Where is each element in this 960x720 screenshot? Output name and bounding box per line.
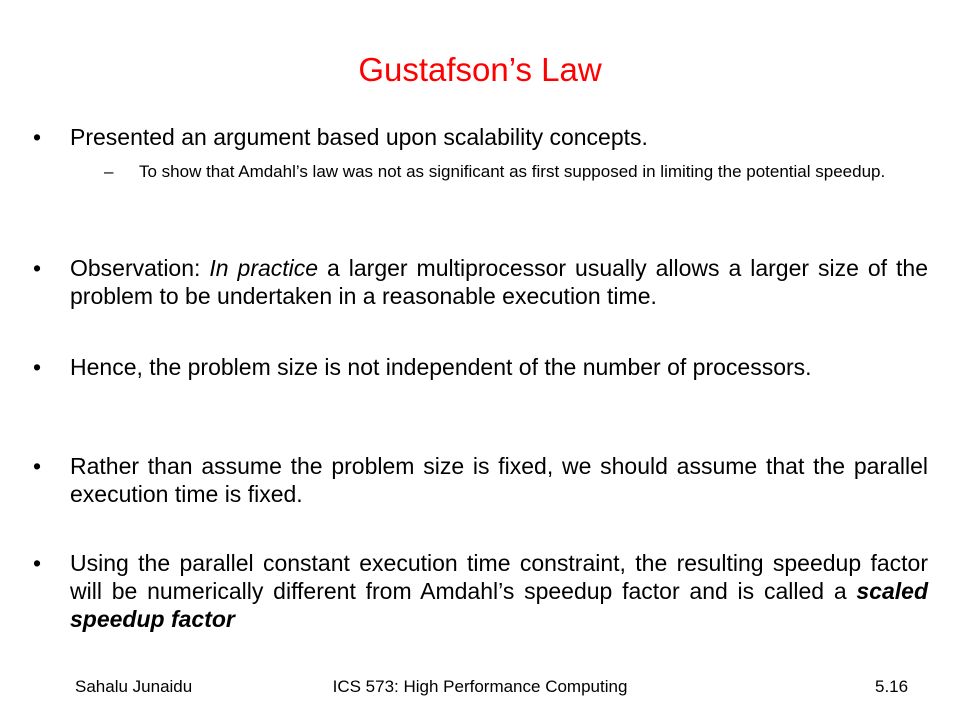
emphasis-scaled-speedup-factor: scaled speedup factor [70, 578, 928, 632]
bullet-text: Presented an argument based upon scalability concepts. [70, 124, 648, 150]
footer-slide-number: 5.16 [875, 677, 909, 696]
bullet-item-3 [33, 353, 928, 381]
bullet-marker: • [33, 124, 42, 150]
bullet-text-rest: a larger multiprocessor usually allows a larger size of the problem to be undertaken in a reasonable execution time. [70, 255, 929, 309]
bullet-text [70, 254, 928, 310]
bullet-marker: • [33, 255, 42, 281]
bullet-item-2 [33, 254, 928, 310]
bullet-marker: • [33, 550, 42, 576]
bullet-text-lead: Using the parallel constant execution time constraint, the resulting speedup factor will be numerically different from Amdahl’s speedup factor and is called a [70, 550, 928, 604]
bullet-text [70, 549, 928, 633]
bullet-marker: • [33, 354, 42, 380]
sub-bullet-text: To show that Amdahl’s law was not as significant as first supposed in limiting the potential speedup. [139, 162, 886, 181]
bullet-item-5 [33, 549, 928, 633]
bullet-item-1 [33, 123, 928, 151]
sub-bullet-marker: – [104, 162, 114, 181]
bullet-text-lead: Observation: [70, 255, 210, 281]
bullet-marker: • [33, 453, 42, 479]
bullet-text: Hence, the problem size is not independent of the number of processors. [70, 354, 812, 380]
footer-author: Sahalu Junaidu [75, 677, 193, 696]
bullet-text: Rather than assume the problem size is fixed, we should assume that the parallel execution time is fixed. [70, 453, 928, 507]
sub-bullet-item [104, 161, 926, 183]
footer-course: ICS 573: High Performance Computing [332, 677, 628, 696]
bullet-item-4 [33, 452, 928, 508]
emphasis-in-practice: In practice [209, 255, 319, 281]
slide-title: Gustafson’s Law [358, 51, 602, 88]
